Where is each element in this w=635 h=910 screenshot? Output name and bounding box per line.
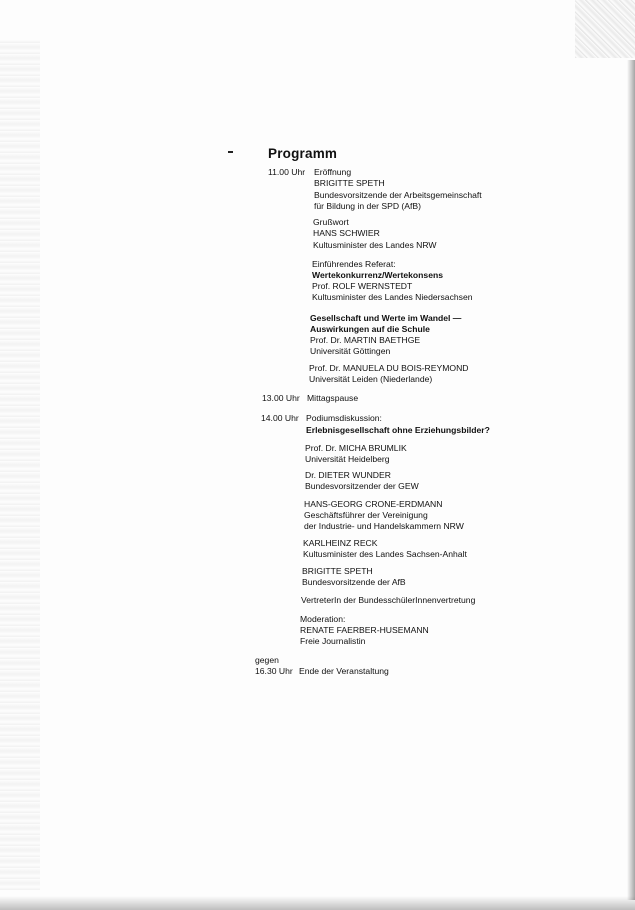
speaker-name: BRIGITTE SPETH xyxy=(302,566,373,576)
speaker-name: Prof. Dr. MICHA BRUMLIK xyxy=(305,443,407,453)
speaker-name: HANS-GEORG CRONE-ERDMANN xyxy=(304,499,443,509)
speaker-desc: Kultusminister des Landes Niedersachsen xyxy=(312,292,473,302)
topic-title: Gesellschaft und Werte im Wandel — xyxy=(310,313,462,323)
label-ende: Ende der Veranstaltung xyxy=(299,666,389,676)
speaker-desc: Kultusminister des Landes Sachsen-Anhalt xyxy=(303,549,467,559)
label-referat: Einführendes Referat: xyxy=(312,259,396,269)
speaker-desc: Bundesvorsitzender der GEW xyxy=(305,481,419,491)
label-podium: Podiumsdiskussion: xyxy=(306,413,382,423)
scan-shadow-bottom xyxy=(0,896,635,910)
label-moderation: Moderation: xyxy=(300,614,346,624)
label-eroeffnung: Eröffnung xyxy=(314,167,352,177)
topic-title: Erlebnisgesellschaft ohne Erziehungsbilder? xyxy=(306,425,490,435)
scan-noise-left xyxy=(0,40,40,890)
scan-shadow-right xyxy=(627,60,635,900)
topic-title: Wertekonkurrenz/Wertekonsens xyxy=(312,270,444,280)
speaker-desc: Universität Heidelberg xyxy=(305,454,390,464)
speaker-desc: Bundesvorsitzende der Arbeitsgemeinschaft xyxy=(314,190,482,200)
topic-title: Auswirkungen auf die Schule xyxy=(310,324,430,334)
label-grusswort: Grußwort xyxy=(313,217,349,227)
speaker-desc: Bundesvorsitzende der AfB xyxy=(302,577,406,587)
time-1400: 14.00 Uhr xyxy=(261,413,299,423)
page-title: Programm xyxy=(268,146,338,161)
speaker-desc: der Industrie- und Handelskammern NRW xyxy=(304,521,464,531)
speaker-name: Dr. DIETER WUNDER xyxy=(305,470,391,480)
time-1630: 16.30 Uhr xyxy=(255,666,293,676)
time-1100: 11.00 Uhr xyxy=(268,167,306,177)
speaker-desc: für Bildung in der SPD (AfB) xyxy=(314,201,421,211)
speaker-desc: Universität Leiden (Niederlande) xyxy=(309,374,433,384)
speaker-name: BRIGITTE SPETH xyxy=(314,178,385,188)
speaker-name: Prof. ROLF WERNSTEDT xyxy=(312,281,413,291)
speaker-desc: Geschäftsführer der Vereinigung xyxy=(304,510,428,520)
speaker-desc: Kultusminister des Landes NRW xyxy=(313,240,437,250)
speaker-name: Prof. Dr. MARTIN BAETHGE xyxy=(310,335,421,345)
scan-noise-top-right xyxy=(575,0,635,58)
speaker-desc: Freie Journalistin xyxy=(300,636,366,646)
label-mittagspause: Mittagspause xyxy=(307,393,359,403)
speaker-name: RENATE FAERBER-HUSEMANN xyxy=(300,625,429,635)
label-gegen: gegen xyxy=(255,655,279,665)
dash-mark xyxy=(228,151,233,153)
time-1300: 13.00 Uhr xyxy=(262,393,300,403)
speaker-name: HANS SCHWIER xyxy=(313,228,380,238)
speaker-desc: VertreterIn der BundesschülerInnenvertretung xyxy=(301,595,476,605)
speaker-desc: Universität Göttingen xyxy=(310,346,391,356)
speaker-name: Prof. Dr. MANUELA DU BOIS-REYMOND xyxy=(309,363,469,373)
speaker-name: KARLHEINZ RECK xyxy=(303,538,378,548)
